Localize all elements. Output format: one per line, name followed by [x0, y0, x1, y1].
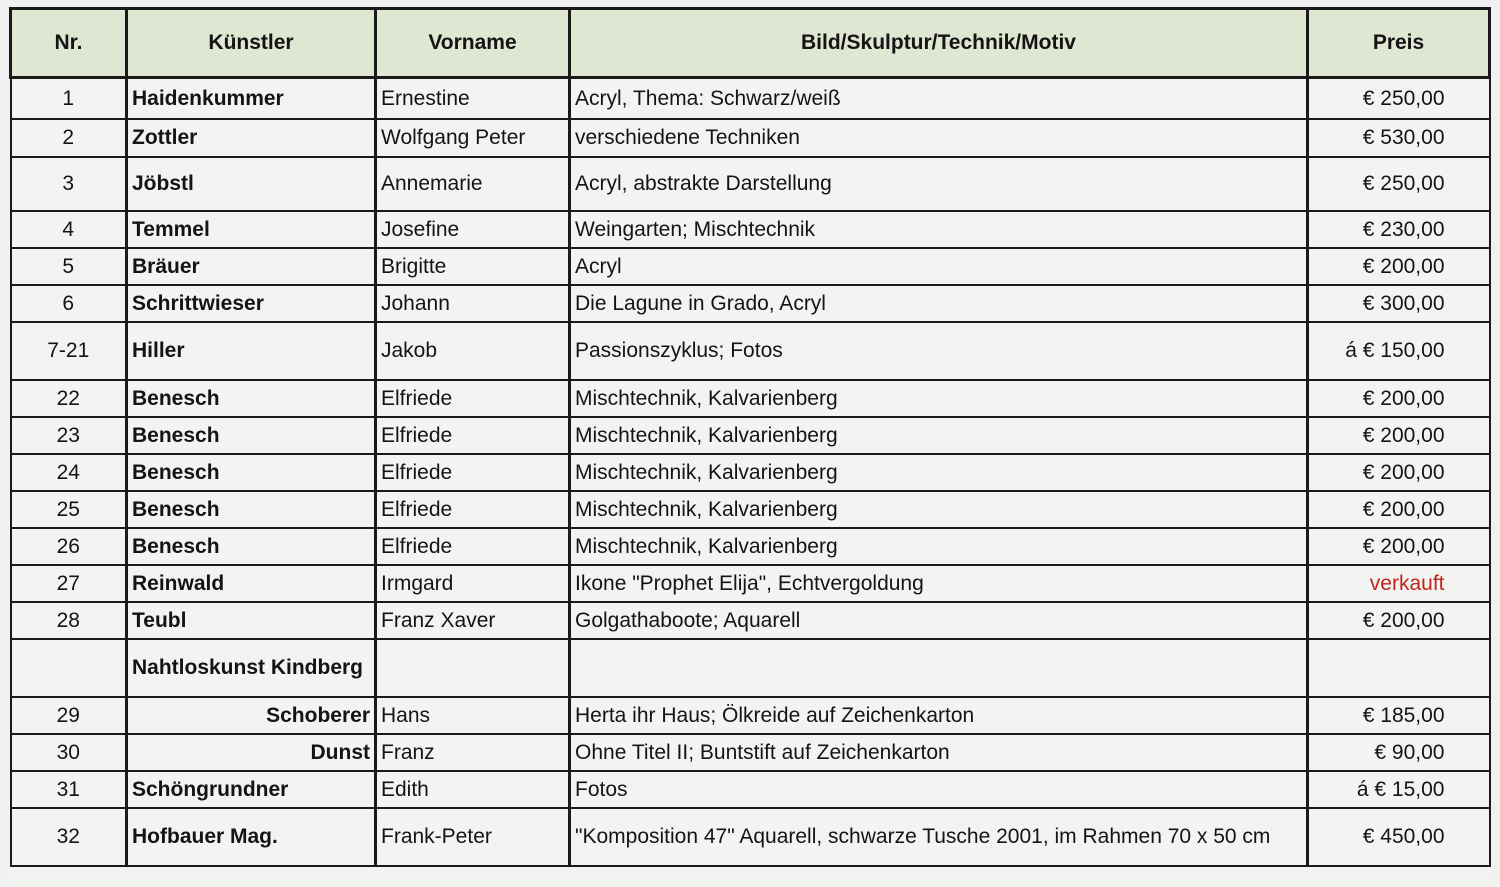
cell-vorname: Franz Xaver	[376, 602, 570, 639]
cell-kuenstler: Benesch	[127, 417, 376, 454]
cell-nr: 28	[11, 602, 127, 639]
table-row	[11, 211, 1490, 248]
cell-preis: € 200,00	[1308, 417, 1490, 454]
table-row	[11, 380, 1490, 417]
cell-nr: 29	[11, 697, 127, 734]
cell-kuenstler: Nahtloskunst Kindberg	[127, 639, 376, 697]
cell-bild: Fotos	[570, 771, 1308, 808]
cell-preis: € 230,00	[1308, 211, 1490, 248]
cell-vorname: Elfriede	[376, 528, 570, 565]
cell-kuenstler: Haidenkummer	[127, 78, 376, 119]
cell-kuenstler: Hofbauer Mag.	[127, 808, 376, 866]
table-row	[11, 808, 1490, 866]
cell-nr: 27	[11, 565, 127, 602]
cell-vorname: Elfriede	[376, 417, 570, 454]
cell-kuenstler: Teubl	[127, 602, 376, 639]
cell-nr: 22	[11, 380, 127, 417]
table-row	[11, 491, 1490, 528]
cell-vorname	[376, 639, 570, 697]
cell-vorname: Elfriede	[376, 380, 570, 417]
cell-preis: á € 150,00	[1308, 322, 1490, 380]
table-row	[11, 528, 1490, 565]
cell-vorname: Franz	[376, 734, 570, 771]
table-row	[11, 248, 1490, 285]
cell-vorname: Edith	[376, 771, 570, 808]
cell-vorname: Elfriede	[376, 491, 570, 528]
cell-kuenstler: Reinwald	[127, 565, 376, 602]
cell-preis: € 530,00	[1308, 119, 1490, 157]
table-row	[11, 734, 1490, 771]
column-header-preis: Preis	[1308, 9, 1490, 78]
cell-kuenstler: Benesch	[127, 380, 376, 417]
cell-vorname: Ernestine	[376, 78, 570, 119]
cell-kuenstler: Benesch	[127, 454, 376, 491]
cell-nr: 3	[11, 157, 127, 211]
table-row	[11, 417, 1490, 454]
cell-preis: € 200,00	[1308, 380, 1490, 417]
cell-vorname: Johann	[376, 285, 570, 322]
cell-preis: € 250,00	[1308, 78, 1490, 119]
cell-bild: Mischtechnik, Kalvarienberg	[570, 380, 1308, 417]
cell-bild: verschiedene Techniken	[570, 119, 1308, 157]
cell-nr: 5	[11, 248, 127, 285]
table-row	[11, 697, 1490, 734]
table-row	[11, 285, 1490, 322]
cell-bild: Acryl	[570, 248, 1308, 285]
cell-vorname: Hans	[376, 697, 570, 734]
cell-bild: Ohne Titel II; Buntstift auf Zeichenkarton	[570, 734, 1308, 771]
cell-nr: 6	[11, 285, 127, 322]
price-list-sheet	[9, 7, 1490, 887]
cell-bild: Mischtechnik, Kalvarienberg	[570, 454, 1308, 491]
cell-bild: Herta ihr Haus; Ölkreide auf Zeichenkarton	[570, 697, 1308, 734]
cell-bild: Mischtechnik, Kalvarienberg	[570, 528, 1308, 565]
cell-kuenstler: Dunst	[127, 734, 376, 771]
cell-kuenstler: Hiller	[127, 322, 376, 380]
table-row	[11, 119, 1490, 157]
cell-bild: Acryl, Thema: Schwarz/weiß	[570, 78, 1308, 119]
table-row	[11, 322, 1490, 380]
cell-kuenstler: Jöbstl	[127, 157, 376, 211]
cell-kuenstler: Bräuer	[127, 248, 376, 285]
header-row	[11, 9, 1490, 78]
cell-preis: € 185,00	[1308, 697, 1490, 734]
cell-preis: verkauft	[1308, 565, 1490, 602]
cell-kuenstler: Schöngrundner	[127, 771, 376, 808]
cell-nr: 32	[11, 808, 127, 866]
column-header-bild: Bild/Skulptur/Technik/Motiv	[570, 9, 1308, 78]
column-header-vorname: Vorname	[376, 9, 570, 78]
table-body	[11, 78, 1490, 866]
cell-bild	[570, 639, 1308, 697]
cell-preis: € 450,00	[1308, 808, 1490, 866]
table-row	[11, 454, 1490, 491]
cell-nr: 23	[11, 417, 127, 454]
cell-preis: € 300,00	[1308, 285, 1490, 322]
artwork-price-table	[9, 7, 1491, 867]
table-row	[11, 771, 1490, 808]
cell-kuenstler: Benesch	[127, 491, 376, 528]
cell-kuenstler: Benesch	[127, 528, 376, 565]
column-header-nr: Nr.	[11, 9, 127, 78]
cell-nr	[11, 639, 127, 697]
cell-kuenstler: Zottler	[127, 119, 376, 157]
cell-bild: Golgathaboote; Aquarell	[570, 602, 1308, 639]
cell-nr: 7-21	[11, 322, 127, 380]
cell-preis: € 250,00	[1308, 157, 1490, 211]
cell-kuenstler: Schoberer	[127, 697, 376, 734]
cell-nr: 2	[11, 119, 127, 157]
table-row	[11, 602, 1490, 639]
cell-nr: 24	[11, 454, 127, 491]
cell-nr: 31	[11, 771, 127, 808]
cell-preis: á € 15,00	[1308, 771, 1490, 808]
cell-preis: € 200,00	[1308, 248, 1490, 285]
cell-preis: € 200,00	[1308, 454, 1490, 491]
cell-nr: 4	[11, 211, 127, 248]
table-row	[11, 565, 1490, 602]
cell-preis	[1308, 639, 1490, 697]
cell-bild: Mischtechnik, Kalvarienberg	[570, 417, 1308, 454]
table-row	[11, 157, 1490, 211]
table-row	[11, 639, 1490, 697]
cell-nr: 30	[11, 734, 127, 771]
table-row	[11, 78, 1490, 119]
cell-bild: Weingarten; Mischtechnik	[570, 211, 1308, 248]
cell-bild: Acryl, abstrakte Darstellung	[570, 157, 1308, 211]
cell-vorname: Brigitte	[376, 248, 570, 285]
cell-vorname: Jakob	[376, 322, 570, 380]
cell-kuenstler: Temmel	[127, 211, 376, 248]
cell-preis: € 200,00	[1308, 602, 1490, 639]
cell-bild: Die Lagune in Grado, Acryl	[570, 285, 1308, 322]
cell-vorname: Wolfgang Peter	[376, 119, 570, 157]
cell-preis: € 200,00	[1308, 528, 1490, 565]
cell-bild: Passionszyklus; Fotos	[570, 322, 1308, 380]
cell-nr: 1	[11, 78, 127, 119]
cell-bild: Mischtechnik, Kalvarienberg	[570, 491, 1308, 528]
cell-preis: € 90,00	[1308, 734, 1490, 771]
cell-vorname: Josefine	[376, 211, 570, 248]
cell-preis: € 200,00	[1308, 491, 1490, 528]
cell-vorname: Irmgard	[376, 565, 570, 602]
cell-kuenstler: Schrittwieser	[127, 285, 376, 322]
cell-bild: "Komposition 47" Aquarell, schwarze Tusche 2001, im Rahmen 70 x 50 cm	[570, 808, 1308, 866]
cell-vorname: Annemarie	[376, 157, 570, 211]
cell-nr: 25	[11, 491, 127, 528]
cell-vorname: Frank-Peter	[376, 808, 570, 866]
cell-nr: 26	[11, 528, 127, 565]
cell-vorname: Elfriede	[376, 454, 570, 491]
column-header-kuenstler: Künstler	[127, 9, 376, 78]
cell-bild: Ikone "Prophet Elija", Echtvergoldung	[570, 565, 1308, 602]
